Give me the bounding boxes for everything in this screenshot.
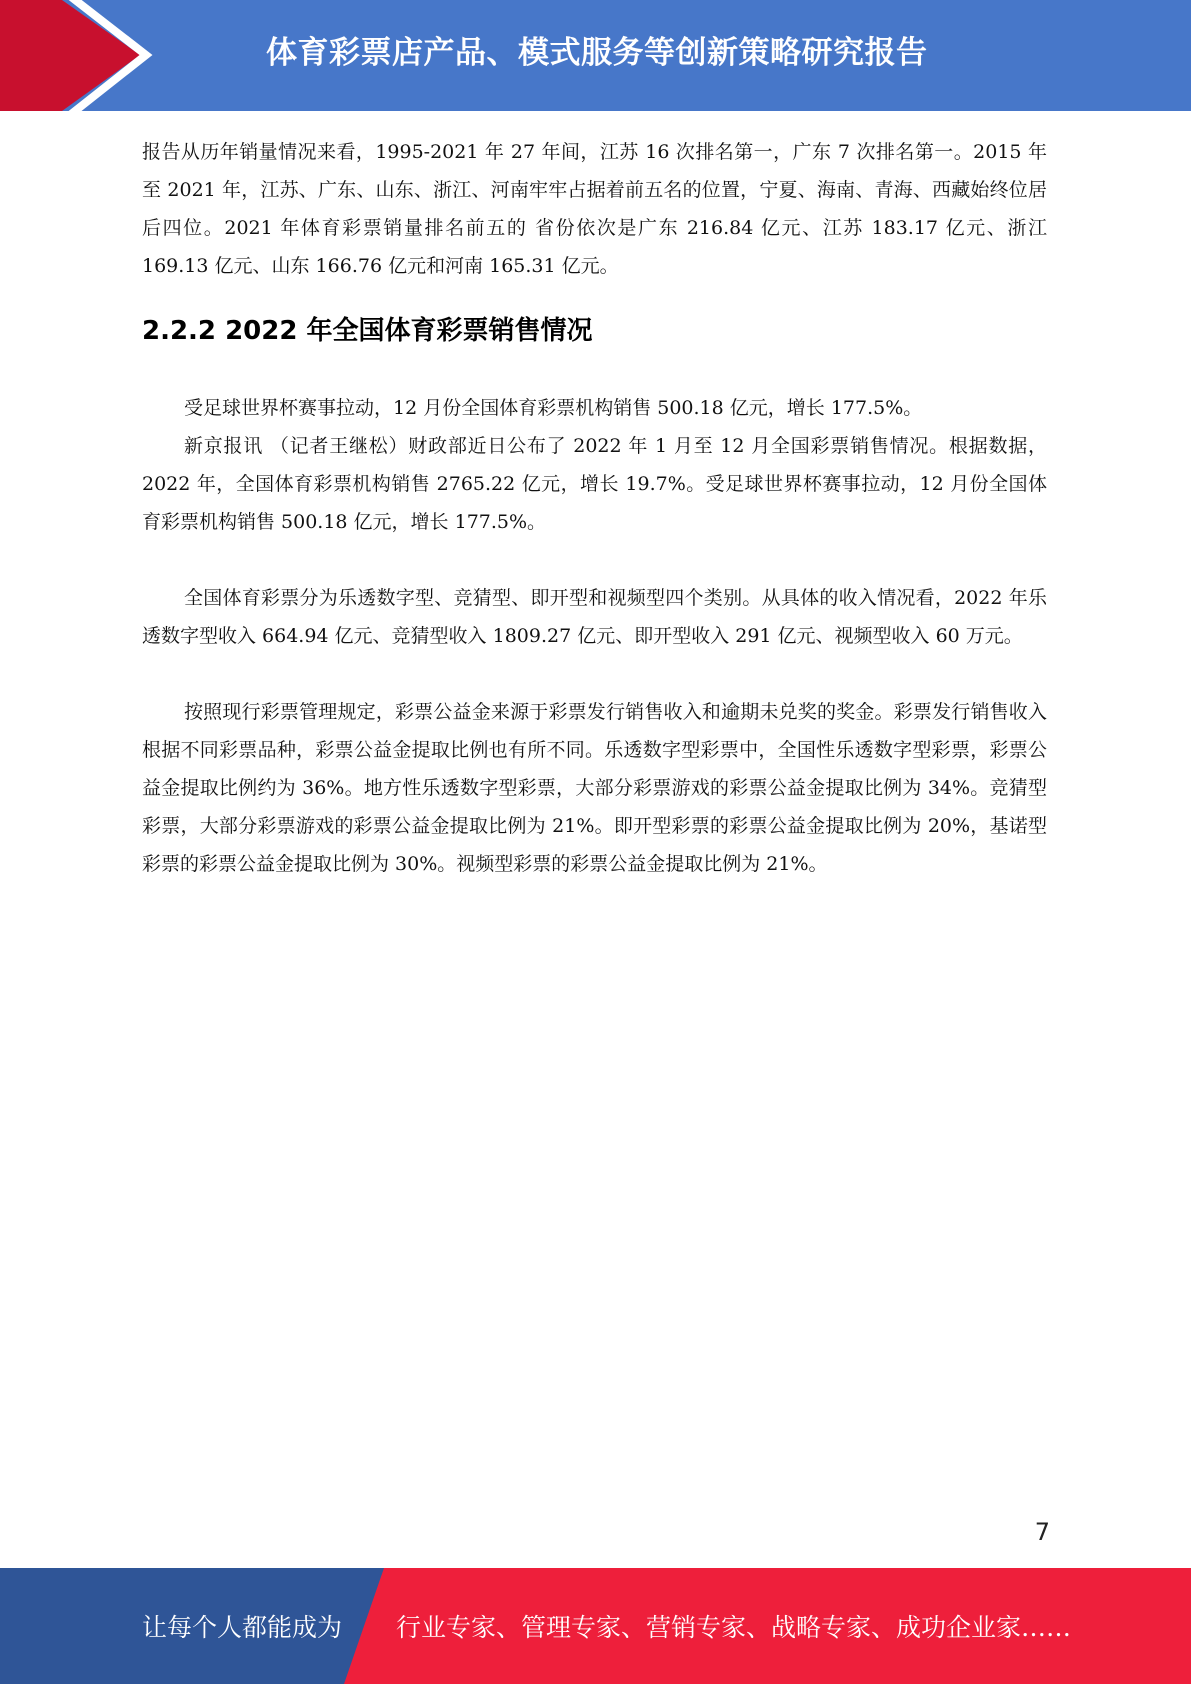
section-heading: 2.2.2 2022 年全国体育彩票销售情况: [142, 316, 593, 346]
header-chevron-icon: [0, 0, 160, 111]
page-number: 7: [1034, 1518, 1050, 1546]
paragraph-categories: 全国体育彩票分为乐透数字型、竞猜型、即开型和视频型四个类别。从具体的收入情况看，2022 年乐透数字型收入 664.94 亿元、竞猜型收入 1809.27 亿元、即开型收入 291 亿元、视频型收入 60 万元。: [142, 587, 1047, 647]
footer-slogan-right: 行业专家、管理专家、营销专家、战略专家、成功企业家……: [396, 1613, 1072, 1642]
page-footer: [0, 1568, 1191, 1684]
paragraph-world-cup: 受足球世界杯赛事拉动，12 月份全国体育彩票机构销售 500.18 亿元，增长 177.5%。: [184, 397, 923, 419]
footer-slogan-left: 让每个人都能成为: [142, 1613, 343, 1642]
page-header: [0, 0, 1191, 111]
header-title: 体育彩票店产品、模式服务等创新策略研究报告: [266, 35, 928, 71]
paragraph-public-welfare: 按照现行彩票管理规定，彩票公益金来源于彩票发行销售收入和逾期未兑奖的奖金。彩票发行销售收入根据不同彩票品种，彩票公益金提取比例也有所不同。乐透数字型彩票中，全国性乐透数字型彩票，彩票公益金提取比例约为 36%。地方性乐透数字型彩票，大部分彩票游戏的彩票公益金提取比例为 34%。竞猜型彩票，大部分彩票游戏的彩票公益金提取比例为 21%。即开型彩票的彩票公益金提取比例为 20%，基诺型彩票的彩票公益金提取比例为 30%。视频型彩票的彩票公益金提取比例为 21%。: [142, 701, 1047, 875]
paragraph-news-report: 新京报讯 （记者王继松）财政部近日公布了 2022 年 1 月至 12 月全国彩票销售情况。根据数据，2022 年，全国体育彩票机构销售 2765.22 亿元，增长 19.7%。受足球世界杯赛事拉动，12 月份全国体育彩票机构销售 500.18 亿元，增长 177.5%。: [142, 435, 1047, 533]
intro-paragraph: 报告从历年销量情况来看，1995-2021 年 27 年间，江苏 16 次排名第一，广东 7 次排名第一。2015 年至 2021 年，江苏、广东、山东、浙江、河南牢牢占据着前五名的位置，宁夏、海南、青海、西藏始终位居后四位。2021 年体育彩票销量排名前五的 省份依次是广东 216.84 亿元、江苏 183.17 亿元、浙江 169.13 亿元、山东 166.76 亿元和河南 165.31 亿元。: [142, 141, 1047, 277]
report-body: [142, 133, 1047, 883]
